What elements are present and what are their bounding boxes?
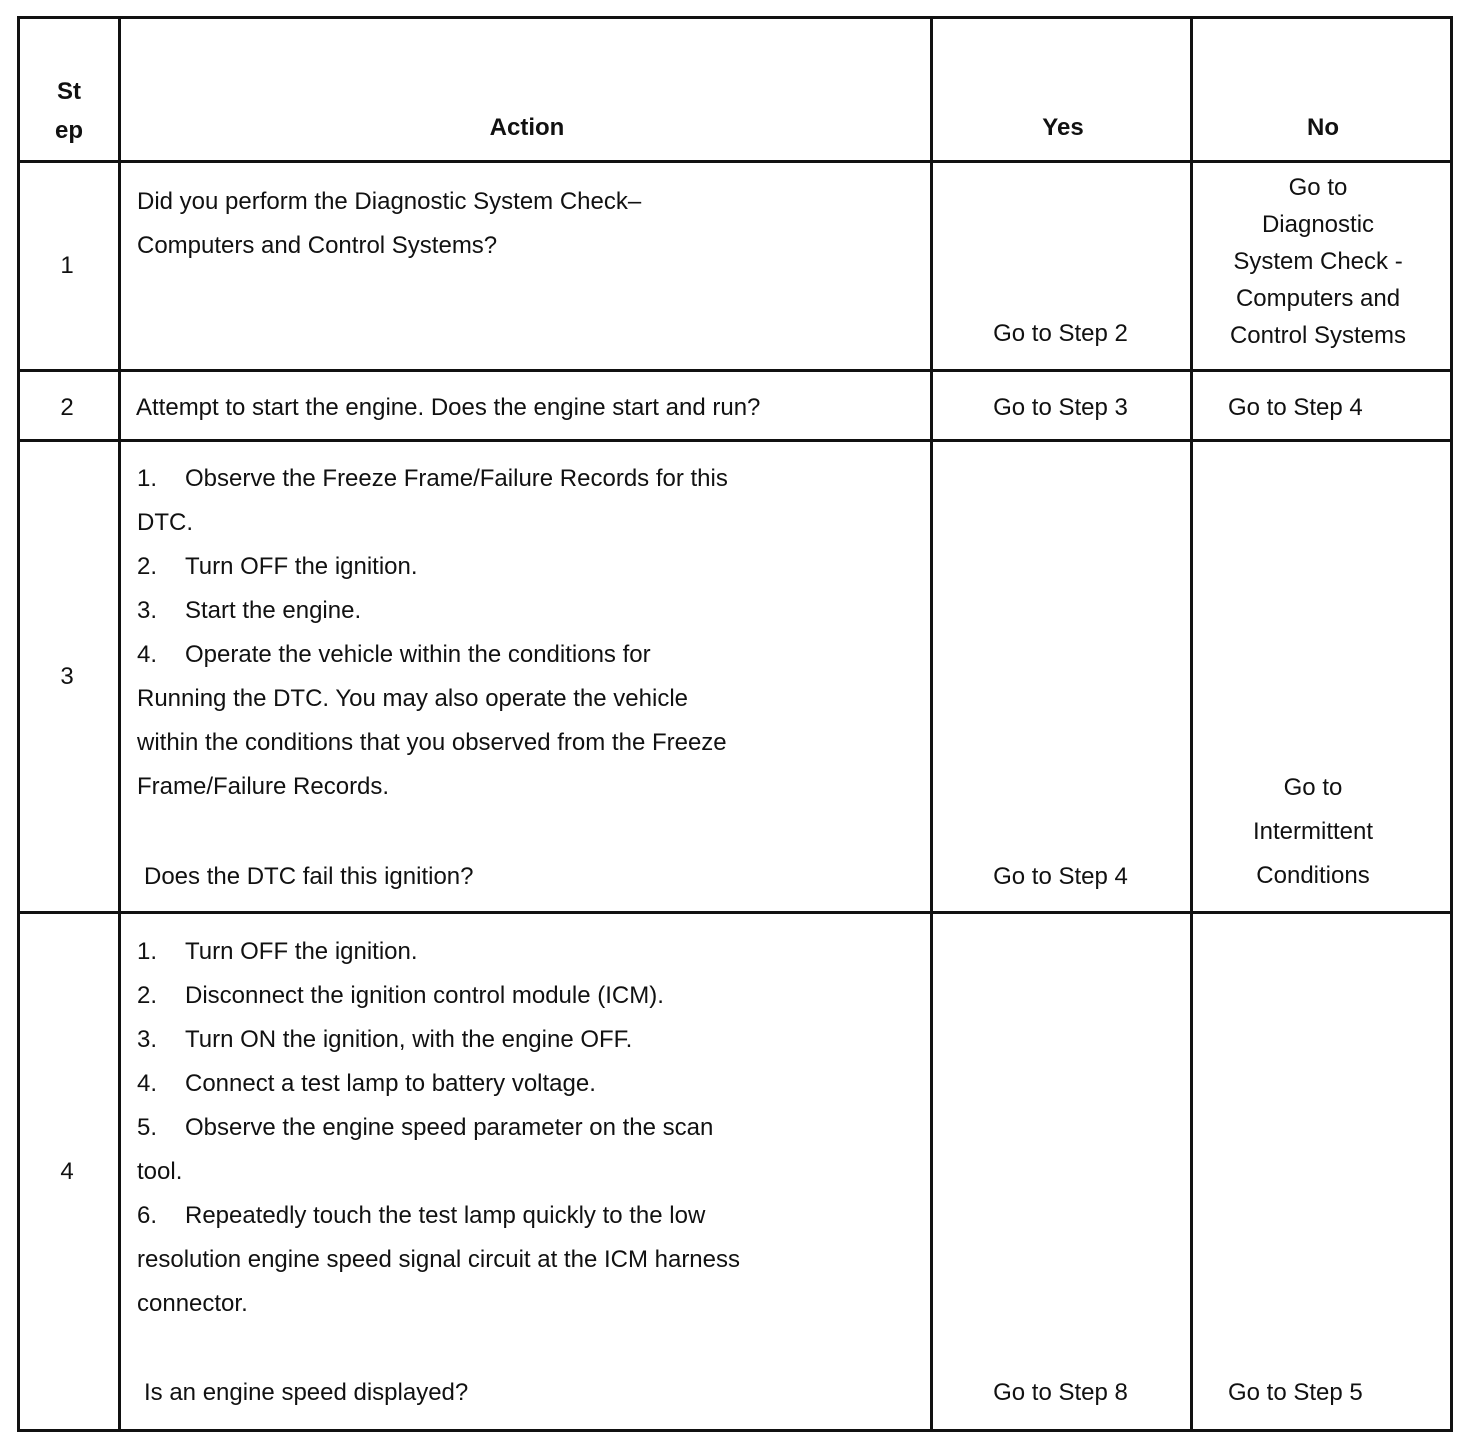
list-item [137, 545, 728, 589]
item-text: Turn ON the ignition, with the engine OFF. [185, 1026, 633, 1053]
table-border-top [17, 16, 1453, 19]
yes-cell-4: Go to Step 8 [993, 1379, 1128, 1406]
col-divider-step [118, 16, 121, 1432]
header-step [17, 72, 121, 150]
item-text: Running the DTC. You may also operate the vehicle [137, 685, 689, 712]
no-cell-2: Go to Step 4 [1228, 394, 1363, 421]
header-no: No [1307, 114, 1339, 141]
no-text: System Check - [1233, 248, 1403, 275]
row-divider-2 [17, 439, 1453, 442]
item-text: DTC. [137, 509, 193, 536]
item-number: 2. [137, 553, 158, 580]
item-text: within the conditions that you observed from the Freeze [137, 729, 727, 756]
no-cell-3 [1193, 766, 1433, 898]
list-item [137, 765, 728, 809]
item-number: 3. [137, 597, 158, 624]
header-divider [17, 160, 1453, 163]
no-cell-1 [1193, 169, 1443, 354]
no-text: Go to [1288, 174, 1348, 201]
no-text: Go to [1283, 774, 1343, 801]
list-item [137, 1194, 740, 1238]
list-item [137, 721, 728, 765]
no-text: Diagnostic [1261, 211, 1375, 238]
table-border-left [17, 16, 20, 1432]
yes-cell-3: Go to Step 4 [993, 863, 1128, 890]
list-item [137, 1106, 740, 1150]
item-text: Turn OFF the ignition. [185, 553, 418, 580]
list-item [137, 1062, 740, 1106]
item-text: Start the engine. [185, 597, 362, 624]
question-4: Is an engine speed displayed? [144, 1379, 469, 1406]
item-number: 5. [137, 1114, 158, 1141]
item-number: 4. [137, 641, 158, 668]
item-number: 4. [137, 1070, 158, 1097]
list-item [137, 457, 728, 501]
action-cell-2: Attempt to start the engine. Does the engine start and run? [136, 394, 761, 421]
col-divider-action [930, 16, 933, 1432]
list-item [137, 501, 728, 545]
list-item [137, 1282, 740, 1326]
item-number: 1. [137, 465, 158, 492]
header-yes: Yes [1042, 114, 1084, 141]
no-text: Conditions [1256, 862, 1370, 889]
item-text: Observe the Freeze Frame/Failure Records for this [185, 465, 728, 492]
item-text: Frame/Failure Records. [137, 773, 390, 800]
action-text: Computers and Control Systems? [137, 232, 498, 259]
list-item [137, 589, 728, 633]
step-number-1: 1 [60, 252, 74, 279]
action-cell-4 [137, 930, 740, 1326]
item-number: 2. [137, 982, 158, 1009]
item-text: Connect a test lamp to battery voltage. [185, 1070, 596, 1097]
yes-cell-2: Go to Step 3 [993, 394, 1128, 421]
action-text: Did you perform the Diagnostic System Check– [137, 188, 642, 215]
yes-cell-1: Go to Step 2 [993, 320, 1128, 347]
item-text: Operate the vehicle within the conditions for [185, 641, 651, 668]
action-cell-3 [137, 457, 728, 809]
no-text: Intermittent [1252, 818, 1374, 845]
table-border-right [1450, 16, 1453, 1432]
item-text: Turn OFF the ignition. [185, 938, 418, 965]
diagnostic-table [17, 16, 1453, 1432]
no-text: Control Systems [1229, 322, 1407, 349]
item-text: connector. [137, 1290, 248, 1317]
step-number-2: 2 [60, 394, 74, 421]
list-item [137, 1238, 740, 1282]
question-3: Does the DTC fail this ignition? [144, 863, 474, 890]
list-item [137, 1150, 740, 1194]
no-cell-4: Go to Step 5 [1228, 1379, 1363, 1406]
item-number: 3. [137, 1026, 158, 1053]
item-text: Observe the engine speed parameter on the scan [185, 1114, 714, 1141]
row-divider-1 [17, 369, 1453, 372]
item-text: Disconnect the ignition control module (ICM). [185, 982, 664, 1009]
header-action: Action [489, 114, 565, 141]
header-step-line1: St [57, 78, 81, 105]
list-item [137, 633, 728, 677]
list-item [137, 677, 728, 721]
item-number: 6. [137, 1202, 158, 1229]
item-text: resolution engine speed signal circuit at the ICM harness [137, 1246, 740, 1273]
no-text: Computers and [1235, 285, 1401, 312]
item-number: 1. [137, 938, 158, 965]
table-border-bottom [17, 1429, 1453, 1432]
list-item [137, 930, 740, 974]
step-number-4: 4 [60, 1158, 74, 1185]
row-divider-3 [17, 911, 1453, 914]
action-cell-1 [137, 180, 641, 268]
header-step-line2: ep [54, 117, 83, 144]
item-text: tool. [137, 1158, 183, 1185]
step-number-3: 3 [60, 663, 74, 690]
list-item [137, 974, 740, 1018]
list-item [137, 1018, 740, 1062]
item-text: Repeatedly touch the test lamp quickly to the low [185, 1202, 706, 1229]
